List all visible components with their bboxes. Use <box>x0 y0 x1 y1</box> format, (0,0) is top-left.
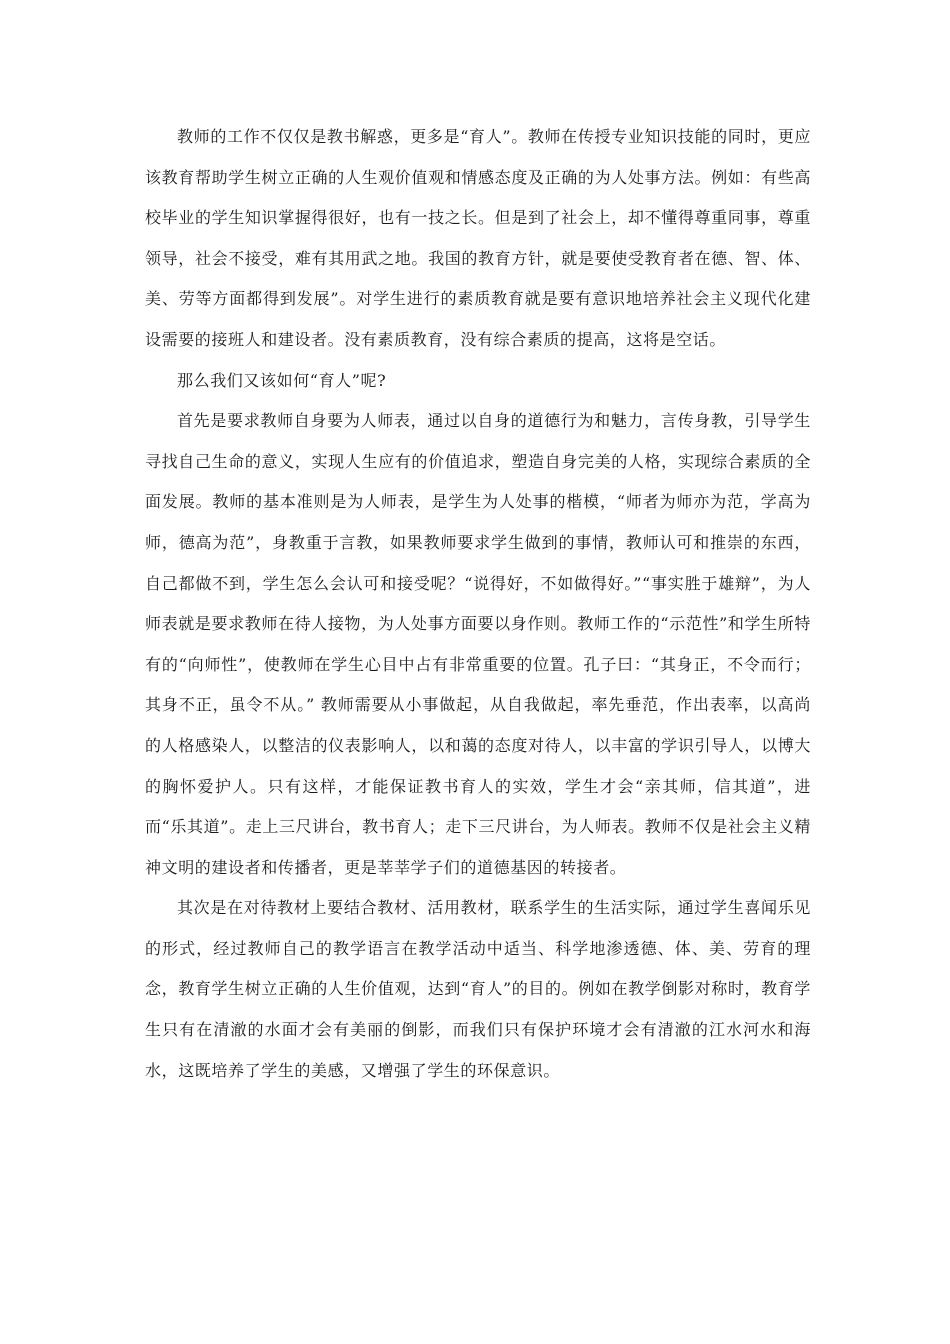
paragraph-2: 那么我们又该如何“育人”呢? <box>177 370 387 390</box>
paragraph-1: 教师的工作不仅仅是教书解惑，更多是“育人”。教师在传授专业知识技能的同时，更应该教育帮助学生树立正确的人生观价值观和情感态度及正确的为人处事方法。例如：有些高校毕业的学生知识掌握得很好，也有一技之长。但是到了社会上，却不懂得尊重同事，尊重领导，社会不接受，难有其用武之地。我国的教育方针，就是要使受教育者在德、智、体、美、劳等方面都得到发展”。对学生进行的素质教育就是要有意识地培养社会主义现代化建设需要的接班人和建设者。没有素质教育，没有综合素质的提高，这将是空话。 <box>145 127 811 349</box>
paragraph-4: 其次是在对待教材上要结合教材、活用教材，联系学生的生活实际，通过学生喜闻乐见的形式，经过教师自己的教学语言在教学活动中适当、科学地渗透德、体、美、劳育的理念，教育学生树立正确的人生价值观，达到“育人”的目的。例如在教学倒影对称时，教育学生只有在清澈的水面才会有美丽的倒影，而我们只有保护环境才会有清澈的江水河水和海水，这既培养了学生的美感，又增强了学生的环保意识。 <box>145 898 811 1080</box>
paragraph-3: 首先是要求教师自身要为人师表，通过以自身的道德行为和魅力，言传身教，引导学生寻找自己生命的意义，实现人生应有的价值追求，塑造自身完美的人格，实现综合素质的全面发展。教师的基本准则是为人师表，是学生为人处事的楷模，“师者为师亦为范，学高为师，德高为范”，身教重于言教，如果教师要求学生做到的事情，教师认可和推崇的东西，自己都做不到，学生怎么会认可和接受呢？“说得好，不如做得好。”“事实胜于雄辩”，为人师表就是要求教师在待人接物，为人处事方面要以身作则。教师工作的“示范性”和学生所特有的“向师性”，使教师在学生心目中占有非常重要的位置。孔子曰：“其身正，不令而行；其身不正，虽令不从。” 教师需要从小事做起，从自我做起，率先垂范，作出表率，以高尚的人格感染人，以整洁的仪表影响人，以和蔼的态度对待人，以丰富的学识引导人，以博大的胸怀爱护人。只有这样，才能保证教书育人的实效，学生才会“亲其师，信其道”，进而“乐其道”。走上三尺讲台，教书育人；走下三尺讲台，为人师表。教师不仅是社会主义精神文明的建设者和传播者，更是莘莘学子们的道德基因的转接者。 <box>145 411 811 877</box>
document-body <box>145 117 811 1091</box>
